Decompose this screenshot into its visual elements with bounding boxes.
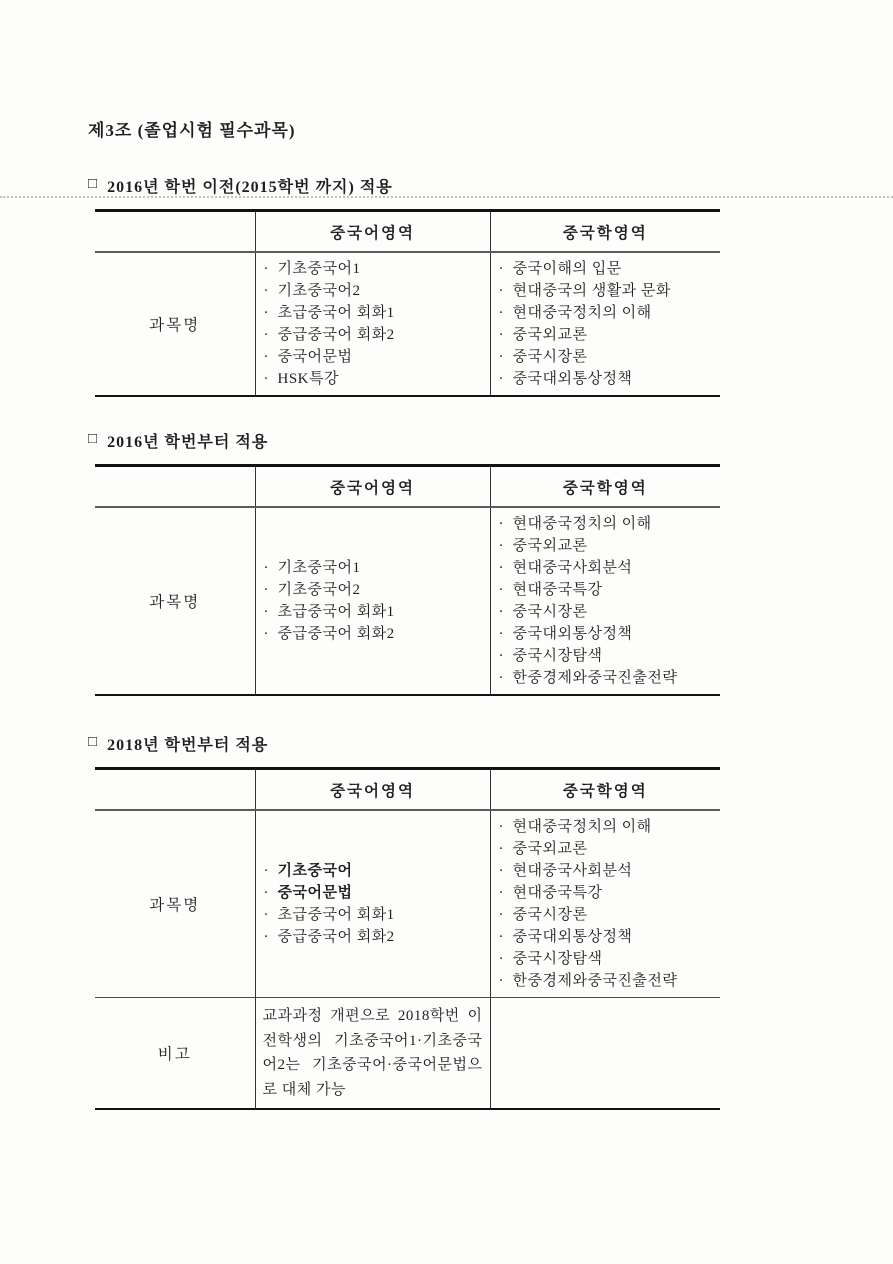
note-empty-cell — [490, 998, 720, 1110]
course-item — [499, 926, 715, 948]
bullet-dot-icon: · — [498, 516, 504, 532]
section-before-2016 — [0, 174, 893, 397]
scan-artifact-dotted-line — [0, 196, 893, 198]
bullet-dot-icon: · — [263, 907, 269, 923]
table-header-row — [95, 769, 720, 811]
bullet-dot-icon: · — [498, 648, 504, 664]
bullet-dot-icon: · — [498, 863, 504, 879]
course-name: 중국시장론 — [512, 604, 588, 620]
course-name: 현대중국특강 — [512, 885, 603, 901]
table-row — [95, 507, 720, 695]
language-courses-cell — [255, 810, 490, 998]
course-name: 중국대외통상정책 — [512, 626, 633, 642]
course-name: 현대중국정치의 이해 — [512, 516, 652, 532]
section-from-2018 — [0, 732, 893, 1110]
section-from-2016 — [0, 429, 893, 696]
bullet-dot-icon: · — [263, 863, 269, 879]
course-item — [499, 346, 715, 368]
row-label-subjects: 과목명 — [149, 594, 201, 611]
bullet-dot-icon: · — [498, 670, 504, 686]
course-item — [264, 368, 484, 390]
checkbox-marker-icon: □ — [88, 431, 99, 447]
course-item — [499, 535, 715, 557]
studies-courses-cell — [490, 252, 720, 396]
course-item — [499, 838, 715, 860]
course-name: 중급중국어 회화2 — [277, 626, 395, 642]
course-item — [499, 948, 715, 970]
bullet-dot-icon: · — [498, 261, 504, 277]
section-heading-text: 2016년 학번 이전(2015학번 까지) 적용 — [107, 179, 393, 196]
course-item — [499, 302, 715, 324]
bullet-dot-icon: · — [498, 907, 504, 923]
table-row-note — [95, 998, 720, 1110]
bullet-dot-icon: · — [498, 305, 504, 321]
column-header-chinese-studies: 중국학영역 — [490, 211, 720, 253]
bullet-dot-icon: · — [263, 327, 269, 343]
course-item — [264, 302, 484, 324]
course-item — [264, 623, 484, 645]
bullet-dot-icon: · — [498, 885, 504, 901]
course-item — [499, 860, 715, 882]
course-name: 현대중국특강 — [512, 582, 603, 598]
row-label-subjects: 과목명 — [149, 897, 201, 914]
course-name: 기초중국어 — [277, 863, 353, 879]
course-item — [499, 258, 715, 280]
header-empty-cell — [95, 211, 255, 253]
bullet-dot-icon: · — [498, 283, 504, 299]
course-item — [499, 882, 715, 904]
course-name: 중급중국어 회화2 — [277, 929, 395, 945]
bullet-dot-icon: · — [263, 349, 269, 365]
bullet-dot-icon: · — [263, 283, 269, 299]
course-name: 중국대외통상정책 — [512, 929, 633, 945]
required-subjects-table-from-2016 — [95, 464, 720, 696]
bullet-dot-icon: · — [263, 371, 269, 387]
course-name: 중국시장론 — [512, 349, 588, 365]
course-name: 초급중국어 회화1 — [277, 907, 395, 923]
bullet-dot-icon: · — [263, 261, 269, 277]
course-item — [264, 258, 484, 280]
course-item — [264, 324, 484, 346]
course-name: 중국시장탐색 — [512, 648, 603, 664]
language-courses-cell — [255, 252, 490, 396]
bullet-dot-icon: · — [263, 626, 269, 642]
course-name: 중국대외통상정책 — [512, 371, 633, 387]
course-name: 현대중국정치의 이해 — [512, 819, 652, 835]
course-name: 초급중국어 회화1 — [277, 604, 395, 620]
studies-courses-cell — [490, 507, 720, 695]
header-empty-cell — [95, 466, 255, 508]
course-name: 한중경제와중국진출전략 — [512, 973, 678, 989]
bullet-dot-icon: · — [498, 327, 504, 343]
course-item — [264, 346, 484, 368]
document-title: 제3조 (졸업시험 필수과목) — [88, 121, 296, 140]
table-header-row — [95, 211, 720, 253]
row-label-subjects: 과목명 — [149, 317, 201, 334]
course-item — [499, 324, 715, 346]
bullet-dot-icon: · — [498, 951, 504, 967]
bullet-dot-icon: · — [498, 604, 504, 620]
course-item — [264, 926, 484, 948]
course-name: 중국어문법 — [277, 349, 353, 365]
course-name: 기초중국어1 — [277, 261, 361, 277]
column-header-chinese-studies: 중국학영역 — [490, 769, 720, 811]
bullet-dot-icon: · — [498, 973, 504, 989]
note-text-cell: 교과과정 개편으로 2018학번 이전학생의 기초중국어1·기초중국어2는 기초중국어·중국어문법으로 대체 가능 — [255, 998, 490, 1110]
bullet-dot-icon: · — [263, 305, 269, 321]
course-name: 중국외교론 — [512, 327, 588, 343]
bullet-dot-icon: · — [498, 371, 504, 387]
course-name: 중국외교론 — [512, 538, 588, 554]
course-item — [264, 601, 484, 623]
bullet-dot-icon: · — [498, 819, 504, 835]
bullet-dot-icon: · — [498, 560, 504, 576]
course-item — [499, 557, 715, 579]
course-item — [499, 601, 715, 623]
course-name: 현대중국사회분석 — [512, 863, 633, 879]
studies-courses-cell — [490, 810, 720, 998]
course-name: 현대중국의 생활과 문화 — [512, 283, 671, 299]
course-name: 기초중국어2 — [277, 283, 361, 299]
course-item — [499, 280, 715, 302]
course-name: 한중경제와중국진출전략 — [512, 670, 678, 686]
course-item — [264, 579, 484, 601]
bullet-dot-icon: · — [498, 349, 504, 365]
table-row — [95, 810, 720, 998]
row-label-note: 비고 — [95, 998, 255, 1110]
column-header-chinese-language: 중국어영역 — [255, 211, 490, 253]
course-name: 기초중국어2 — [277, 582, 361, 598]
course-item — [499, 579, 715, 601]
course-item — [499, 904, 715, 926]
course-name: 중국외교론 — [512, 841, 588, 857]
column-header-chinese-language: 중국어영역 — [255, 769, 490, 811]
course-name: 초급중국어 회화1 — [277, 305, 395, 321]
course-item — [499, 513, 715, 535]
table-row — [95, 252, 720, 396]
course-item — [499, 667, 715, 689]
language-courses-cell — [255, 507, 490, 695]
course-item — [264, 280, 484, 302]
bullet-dot-icon: · — [263, 885, 269, 901]
course-name: 중국시장탐색 — [512, 951, 603, 967]
course-name: 현대중국사회분석 — [512, 560, 633, 576]
course-item — [264, 904, 484, 926]
section-heading — [88, 429, 893, 452]
column-header-chinese-language: 중국어영역 — [255, 466, 490, 508]
bullet-dot-icon: · — [498, 538, 504, 554]
table-header-row — [95, 466, 720, 508]
course-name: 중국시장론 — [512, 907, 588, 923]
column-header-chinese-studies: 중국학영역 — [490, 466, 720, 508]
checkbox-marker-icon: □ — [88, 176, 99, 192]
section-heading — [88, 732, 893, 755]
course-item — [264, 860, 484, 882]
course-item — [499, 368, 715, 390]
course-item — [499, 816, 715, 838]
course-name: 현대중국정치의 이해 — [512, 305, 652, 321]
course-item — [499, 623, 715, 645]
course-name: 중국어문법 — [277, 885, 353, 901]
course-item — [499, 970, 715, 992]
bullet-dot-icon: · — [263, 604, 269, 620]
header-empty-cell — [95, 769, 255, 811]
bullet-dot-icon: · — [498, 929, 504, 945]
bullet-dot-icon: · — [263, 582, 269, 598]
required-subjects-table-from-2018 — [95, 767, 720, 1110]
bullet-dot-icon: · — [498, 841, 504, 857]
course-name: 중국이해의 입문 — [512, 261, 622, 277]
course-item — [264, 557, 484, 579]
bullet-dot-icon: · — [263, 560, 269, 576]
course-item — [264, 882, 484, 904]
section-heading — [88, 174, 893, 197]
bullet-dot-icon: · — [263, 929, 269, 945]
course-name: 기초중국어1 — [277, 560, 361, 576]
bullet-dot-icon: · — [498, 626, 504, 642]
required-subjects-table-before-2016 — [95, 209, 720, 397]
section-heading-text: 2018년 학번부터 적용 — [107, 737, 269, 754]
course-name: HSK특강 — [277, 371, 339, 387]
section-heading-text: 2016년 학번부터 적용 — [107, 434, 269, 451]
checkbox-marker-icon: □ — [88, 734, 99, 750]
course-name: 중급중국어 회화2 — [277, 327, 395, 343]
course-item — [499, 645, 715, 667]
bullet-dot-icon: · — [498, 582, 504, 598]
